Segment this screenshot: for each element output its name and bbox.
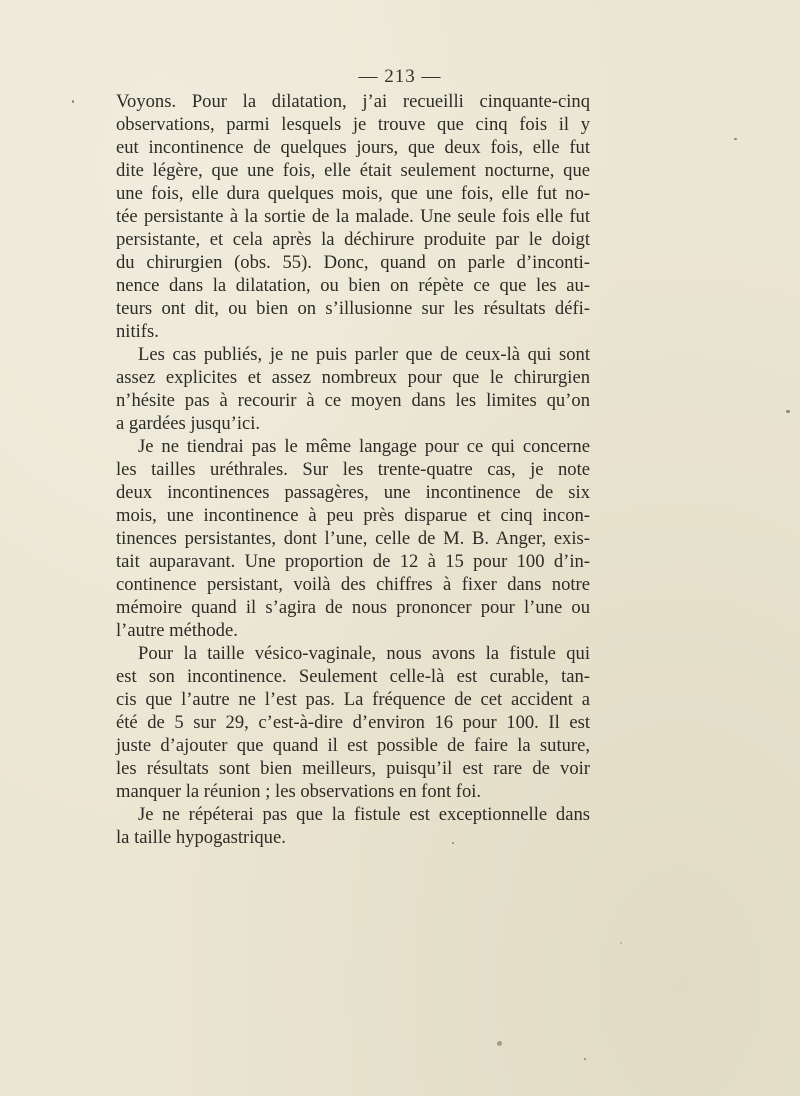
text-line: dite légère, que une fois, elle était seulement nocturne, que [116, 160, 590, 181]
text-line: persistante, et cela après la déchirure produite par le doigt [116, 229, 590, 250]
text-line: tinences persistantes, dont l’une, celle de M. B. Anger, exis- [116, 528, 590, 549]
text-line: juste d’ajouter que quand il est possible de faire la suture, [116, 735, 590, 756]
text-line: observations, parmi lesquels je trouve que cinq fois il y [116, 114, 590, 135]
text-line: la taille hypogastrique. [116, 827, 286, 848]
text-line: les tailles uréthrales. Sur les trente-quatre cas, je note [116, 459, 590, 480]
paper-speck [584, 1058, 586, 1060]
paragraph [116, 90, 590, 343]
text-line: Les cas publiés, je ne puis parler que de ceux-là qui sont [138, 344, 590, 365]
text-line: n’hésite pas à recourir à ce moyen dans les limites qu’on [116, 390, 590, 411]
text-line: une fois, elle dura quelques mois, que une fois, elle fut no- [116, 183, 590, 204]
text-line: Pour la taille vésico-vaginale, nous avons la fistule qui [138, 643, 590, 664]
text-line: deux incontinences passagères, une incontinence de six [116, 482, 590, 503]
paper-speck [786, 410, 790, 413]
text-line: Je ne répéterai pas que la fistule est exceptionnelle dans [138, 804, 590, 825]
paper-speck [734, 138, 737, 140]
text-line: tait auparavant. Une proportion de 12 à 15 pour 100 d’in- [116, 551, 590, 572]
paper-speck [497, 1041, 502, 1046]
text-line: du chirurgien (obs. 55). Donc, quand on parle d’inconti- [116, 252, 590, 273]
paragraph [116, 435, 590, 642]
text-line: mois, une incontinence à peu près disparue et cinq incon- [116, 505, 590, 526]
text-line: les résultats sont bien meilleurs, puisqu’il est rare de voir [116, 758, 590, 779]
body-text [116, 90, 590, 849]
text-line: eut incontinence de quelques jours, que deux fois, elle fut [116, 137, 590, 158]
text-line: cis que l’autre ne l’est pas. La fréquence de cet accident a [116, 689, 590, 710]
text-line: été de 5 sur 29, c’est-à-dire d’environ 16 pour 100. Il est [116, 712, 590, 733]
text-line: manquer la réunion ; les observations en font foi. [116, 781, 482, 802]
text-line: assez explicites et assez nombreux pour que le chirurgien [116, 367, 590, 388]
paper-speck [452, 842, 454, 844]
paragraph [116, 803, 590, 849]
text-line: nitifs. [116, 321, 159, 342]
text-line: Voyons. Pour la dilatation, j’ai recueilli cinquante-cinq [116, 91, 590, 112]
paragraph [116, 343, 590, 435]
text-line: a gardées jusqu’ici. [116, 413, 261, 434]
text-line: continence persistant, voilà des chiffres à fixer dans notre [116, 574, 590, 595]
text-line: tée persistante à la sortie de la malade. Une seule fois elle fut [116, 206, 590, 227]
text-line: teurs ont dit, ou bien on s’illusionne sur les résultats défi- [116, 298, 590, 319]
text-line: l’autre méthode. [116, 620, 238, 641]
paper-speck [620, 942, 622, 944]
text-line: est son incontinence. Seulement celle-là est curable, tan- [116, 666, 590, 687]
paper-speck [72, 100, 74, 103]
text-line: mémoire quand il s’agira de nous prononcer pour l’une ou [116, 597, 590, 618]
text-line: Je ne tiendrai pas le même langage pour ce qui concerne [138, 436, 590, 457]
paragraph [116, 642, 590, 803]
text-line: nence dans la dilatation, ou bien on répète ce que les au- [116, 275, 590, 296]
page-number: — 213 — [358, 66, 442, 87]
